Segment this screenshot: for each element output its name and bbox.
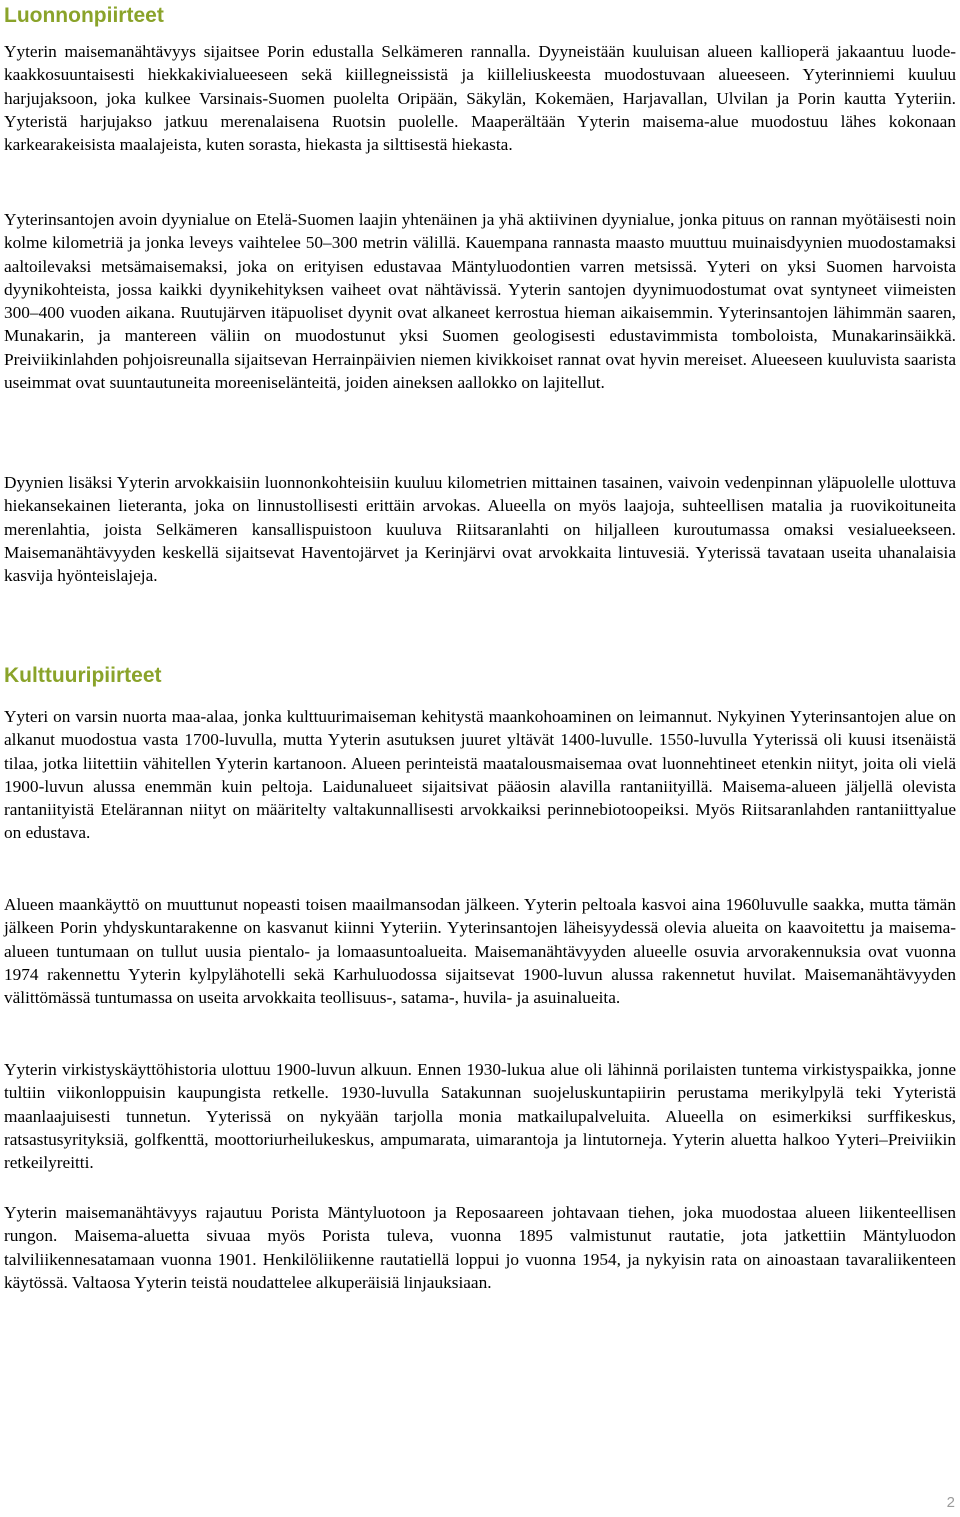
paragraph-nature-sites: Dyynien lisäksi Yyterin arvokkaisiin luonnonkohteisiin kuuluu kilometrien mittainen tasainen, vaivoin vedenpinnan yläpuolelle ulottuva hiekansekainen lieteranta, joka on linnustollisesti erittäin arvokas. Alueella on myös laajoja, suhteellisen matalia ja ruovikoituneita merenlahtia, joista Selkämeren kansallispuistoon kuuluva Riitsaranlahti on hiljalleen kuroutumassa omaksi vesialueekseen. Maisemanähtävyyden keskellä sijaitsevat Haventojärvet ja Kerinjärvi ovat arvokkaita lintuvesiä. Yyterissä tavataan useita uhanalaisia kasvija hyönteislajeja. <box>4 473 956 586</box>
section-heading-kulttuuripiirteet: Kulttuuripiirteet <box>4 664 162 687</box>
paragraph-land-use: Alueen maankäyttö on muuttunut nopeasti toisen maailmansodan jälkeen. Yyterin peltoala kasvoi aina 1960luvulle saakka, mutta tämän jälkeen Porin yhdyskuntarakenne on kasvanut kiinni Yyteriin. Yyterinsantojen läheisyydessä olevia alueita on kaavoitettu ja maisema-alueen tuntumaan on tullut uusia pientalo- ja lomaasuntoalueita. Maisemanähtävyyden alueelle osuvia arvorakennuksia ovat vuonna 1974 rakennettu Yyterin kylpylähotelli sekä Karhuluodossa sijaitsevat 1900-luvun alussa rakennetut huvilat. Maisemanähtävyyden välittömässä tuntumassa on useita arvokkaita teollisuus-, satama-, huvila- ja asuinalueita. <box>4 895 956 1008</box>
paragraph-dunes: Yyterinsantojen avoin dyynialue on Etelä-Suomen laajin yhtenäinen ja yhä aktiivinen dyynialue, jonka pituus on rannan myötäisesti noin kolme kilometriä ja jonka leveys vaihtelee 50–300 metrin välillä. Kauempana rannasta maasto muuttuu muinaisdyynien muodostamaksi aaltoilevaksi metsämaisemaksi, joka on erityisen edustavaa Mäntyluodontien varren metsissä. Yyteri on yksi Suomen harvoista dyynikohteista, jossa kaikki dyynikehityksen vaiheet ovat nähtävissä. Yyterin santojen dyynimuodostumat ovat syntyneet viimeisten 300–400 vuoden aikana. Ruutujärven itäpuoliset dyynit ovat alkaneet kerrostua hieman aikaisemmin. Yyterinsantojen lähimmän saaren, Munakarin, ja mantereen väliin on muodostunut yksi Suomen geologisesti edustavimmista tomboloista, Munakarinsäikkä. Preiviikinlahden pohjoisreunalla sijaitsevan Herrainpäivien niemen kivikkoiset rannat ovat hyvin mereiset. Alueeseen kuuluvista saarista useimmat ovat suuntautuneita moreeniselänteitä, joiden aineksen aallokko on lajitellut. <box>4 210 956 393</box>
section-heading-luonnonpiirteet: Luonnonpiirteet <box>4 4 164 27</box>
paragraph-transport: Yyterin maisemanähtävyys rajautuu Porista Mäntyluotoon ja Reposaareen johtavaan tiehen, joka muodostaa alueen liikenteellisen rungon. Maisema-aluetta sivuaa myös Porista tuleva, vuonna 1895 valmistunut rautatie, jota jatkettiin Mäntyluodon talviliikennesatamaan vuonna 1901. Henkilöliikenne rautatiellä loppui jo vuonna 1954, ja nykyisin rata on ainoastaan tavaraliikenteen käytössä. Valtaosa Yyterin teistä noudattelee alkuperäisiä linjauksiaan. <box>4 1203 956 1292</box>
paragraph-recreation: Yyterin virkistyskäyttöhistoria ulottuu 1900-luvun alkuun. Ennen 1930-lukua alue oli lähinnä porilaisten tuntema virkistyspaikka, jonne tultiin viikonloppuisin kaupungista retkelle. 1930-luvulla Satakunnan suojeluskuntapiirin perustama merikylpylä teki Yyteristä maanlaajuisesti tunnetun. Yyterissä on nykyään tarjolla monia matkailupalveluita. Alueella on esimerkiksi surffikeskus, ratsastusyrityksiä, golfkenttä, moottoriurheilukeskus, ampumarata, uimarantoja ja lintutorneja. Yyterin aluetta halkoo Yyteri–Preiviikin retkeilyreitti. <box>4 1060 956 1173</box>
page-number: 2 <box>946 1494 955 1511</box>
paragraph-geology: Yyterin maisemanähtävyys sijaitsee Porin edustalla Selkämeren rannalla. Dyyneistään kuuluisan alueen kallioperä jakaantuu luode-kaakkosuuntaisesti hiekkakivialueeseen sekä kiillegneissistä ja kiilleliuskeesta muodostuvaan alueeseen. Yyterinniemi kuuluu harjujaksoon, joka kulkee Varsinais-Suomen puolelta Oripään, Säkylän, Kokemäen, Harjavallan, Ulvilan ja Porin kautta Yyteriin. Yyteristä harjujakso jatkuu merenalaisena Ruotsin puolelle. Maaperältään Yyterin maisema-alue muodostuu lähes kokonaan karkearakeisista maalajeista, kuten sorasta, hiekasta ja silttisestä hiekasta. <box>4 42 956 155</box>
paragraph-cultural-history: Yyteri on varsin nuorta maa-alaa, jonka kulttuurimaiseman kehitystä maankohoaminen on leimannut. Nykyinen Yyterinsantojen alue on alkanut muodostua vasta 1700-luvulla, mutta Yyterin asutuksen juuret yltävät 1400-luvulle. 1550-luvulla Yyterissä oli kuusi itsenäistä tilaa, jotka liitettiin vähitellen Yyterin kartanoon. Alueen perinteistä maatalousmaisemaa ovat luonnehtineet etenkin niityt, joita oli vielä 1900-luvun alussa enemmän kuin peltoja. Laidunalueet sijaitsivat pääosin alavilla rantaniityillä. Maisema-alueen jäljellä olevista rantaniityistä Etelärannan niityt on määritelty valtakunnallisesti arvokkaiksi perinnebiotoopeiksi. Myös Riitsaranlahden rantaniittyalue on edustava. <box>4 707 956 843</box>
